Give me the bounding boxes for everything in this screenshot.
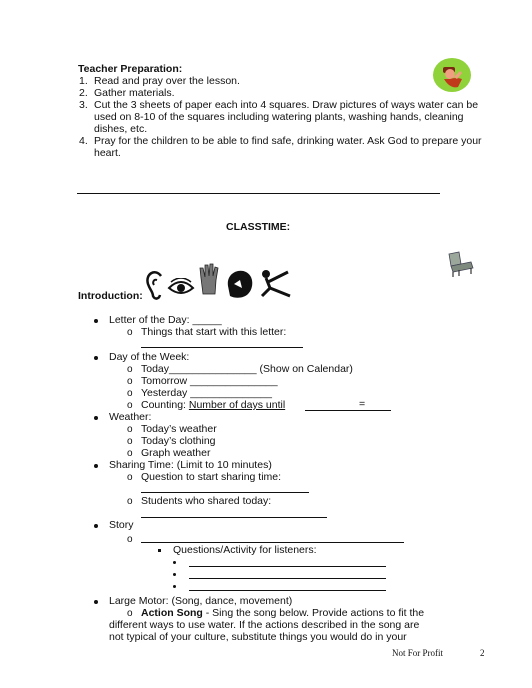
circle-marker: o [127, 448, 133, 459]
counting-equals: = [359, 398, 366, 410]
head-icon [224, 268, 258, 300]
prep-num-1: 1. [79, 75, 88, 87]
blank-line [189, 590, 386, 591]
counting-until: Number of days until [188, 399, 286, 411]
eye-icon [167, 278, 195, 298]
praying-person-icon [432, 57, 472, 93]
sub-bullet [173, 573, 176, 576]
hand-icon [197, 262, 221, 296]
blank-line [141, 347, 303, 348]
introduction-label: Introduction: [78, 290, 143, 302]
blank-line [189, 566, 386, 567]
bullet-story [94, 524, 98, 528]
chair-icon [445, 250, 475, 278]
day-yesterday: Yesterday ______________ [141, 387, 272, 399]
day-tomorrow: Tomorrow _______________ [141, 375, 278, 387]
large-motor: Large Motor: (Song, dance, movement) [109, 595, 293, 607]
bullet-sharing [94, 464, 98, 468]
bullet-letter [94, 319, 98, 323]
weather-graph: Graph weather [141, 447, 211, 459]
prep-heading: Teacher Preparation: [78, 63, 183, 75]
prep-item-4-line-1: Pray for the children to be able to find safe, drinking water. Ask God to prepare your [94, 135, 482, 147]
day-of-week: Day of the Week: [109, 351, 190, 363]
blank-line [141, 517, 327, 518]
prep-item-3-line-3: dishes, etc. [94, 123, 148, 135]
action-song-text: - Sing the song below. Provide actions to fit the [202, 607, 425, 619]
sharing-question: Question to start sharing time: [141, 471, 282, 483]
questions-activity: Questions/Activity for listeners: [173, 544, 317, 556]
sharing-students: Students who shared today: [141, 495, 272, 507]
action-song-line-1 [141, 607, 424, 619]
day-counting [141, 399, 285, 411]
prep-num-2: 2. [79, 87, 88, 99]
sub-bullet [173, 585, 176, 588]
weather-today: Today’s weather [141, 423, 217, 435]
weather-clothing: Today’s clothing [141, 435, 216, 447]
circle-marker: o [127, 534, 133, 545]
prep-item-1: Read and pray over the lesson. [94, 75, 240, 87]
blank-line [189, 578, 386, 579]
prep-num-4: 4. [79, 135, 88, 147]
ear-icon [145, 270, 167, 300]
sharing-time: Sharing Time: (Limit to 10 minutes) [109, 459, 272, 471]
circle-marker: o [127, 472, 133, 483]
circle-marker: o [127, 376, 133, 387]
blank-line [141, 492, 309, 493]
bullet-day [94, 356, 98, 360]
letter-sub: Things that start with this letter: [141, 326, 287, 338]
weather: Weather: [109, 411, 152, 423]
action-song-line-2: different ways to use water. If the actions described in the song are [109, 619, 420, 631]
letter-of-day: Letter of the Day: _____ [109, 314, 222, 326]
prep-item-3-line-1: Cut the 3 sheets of paper each into 4 squares. Draw pictures of ways water can be [94, 99, 479, 111]
prep-item-2: Gather materials. [94, 87, 175, 99]
action-song-line-3: not typical of your culture, substitute things you would do in your [109, 631, 407, 643]
counting-blank [305, 410, 391, 411]
circle-marker: o [127, 436, 133, 447]
prep-item-4-line-2: heart. [94, 147, 121, 159]
prep-item-3-line-2: used on 8-10 of the squares including watering plants, washing hands, cleaning [94, 111, 464, 123]
bullet-weather [94, 416, 98, 420]
stretching-figure-icon [258, 268, 294, 298]
square-bullet [158, 549, 161, 552]
prep-num-3: 3. [79, 99, 88, 111]
circle-marker: o [127, 327, 133, 338]
counting-label: Counting: [141, 399, 186, 411]
circle-marker: o [127, 364, 133, 375]
section-divider [77, 193, 440, 194]
footer-text: Not For Profit [392, 648, 444, 658]
sub-bullet [173, 561, 176, 564]
bullet-motor [94, 600, 98, 604]
circle-marker: o [127, 424, 133, 435]
circle-marker: o [127, 400, 133, 411]
day-today: Today_______________ (Show on Calendar) [141, 363, 353, 375]
classtime-heading: CLASSTIME: [226, 221, 291, 233]
circle-marker: o [127, 608, 133, 619]
blank-line [141, 542, 404, 543]
story: Story [109, 519, 134, 531]
page-number: 2 [480, 648, 485, 658]
action-song-label: Action Song [141, 607, 203, 619]
circle-marker: o [127, 388, 133, 399]
circle-marker: o [127, 496, 133, 507]
